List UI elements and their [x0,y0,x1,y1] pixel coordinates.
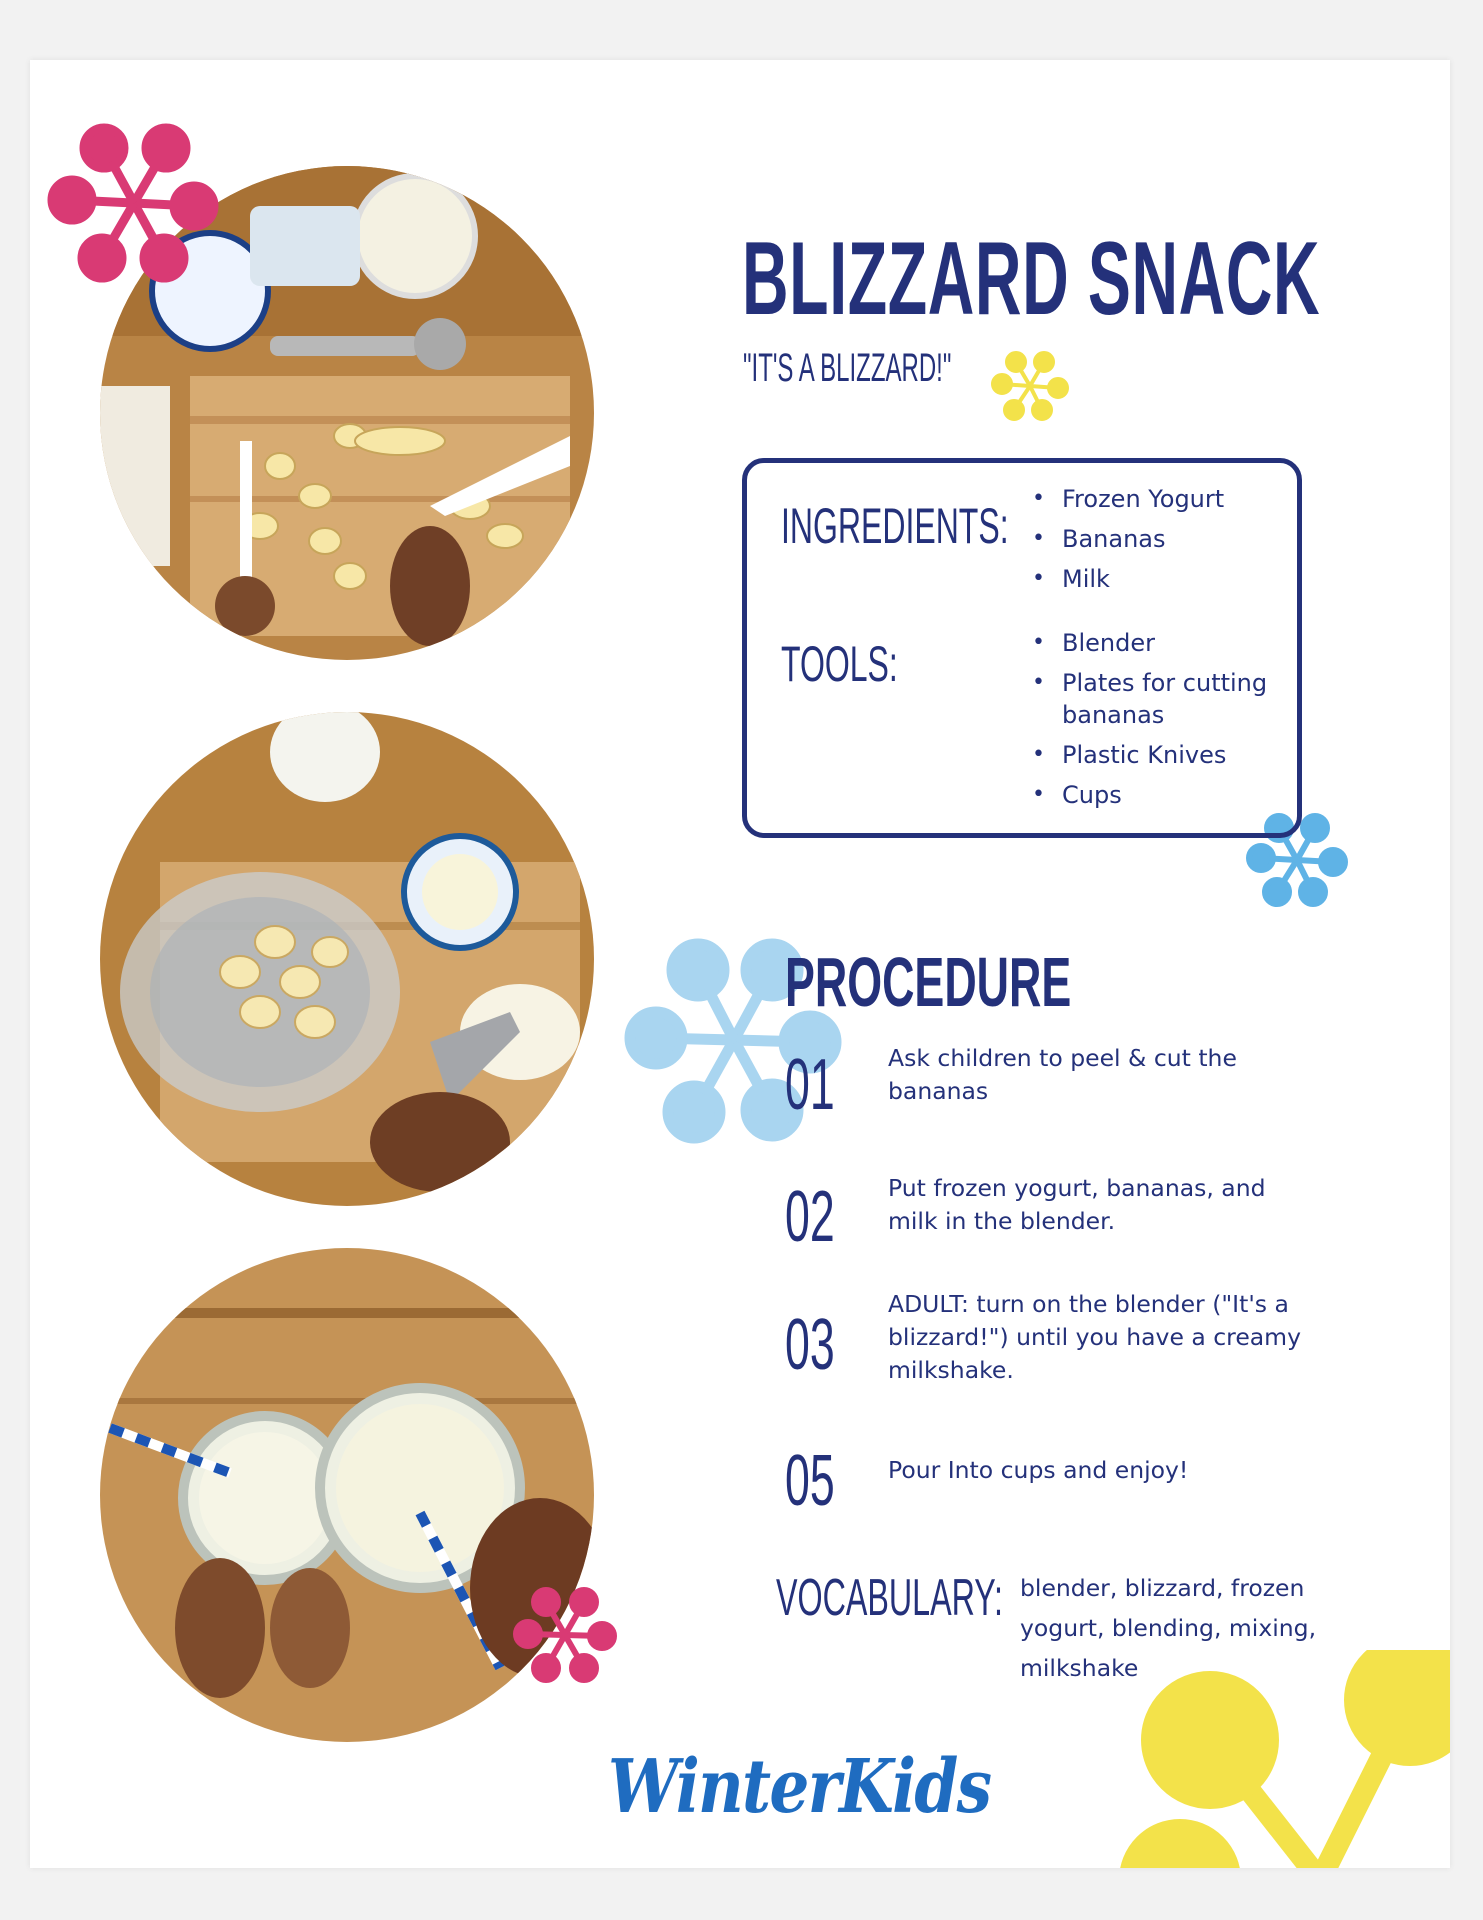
step-number: 03 [785,1305,835,1385]
ingredients-list [1032,483,1224,603]
page-title: BLIZZARD SNACK [742,221,1321,337]
winterkids-logo: WinterKids [608,1744,991,1830]
list-item: • Plates for cutting bananas [1032,667,1282,731]
step-number: 02 [785,1177,835,1257]
list-item: • Frozen Yogurt [1032,483,1224,515]
list-item: • Bananas [1032,523,1224,555]
vocabulary-text: blender, blizzard, frozen yogurt, blending, mixing, milkshake [1020,1574,1317,1682]
yellow-snowflake-icon [990,350,1070,422]
tools-label: TOOLS: [781,636,898,692]
step-number: 05 [785,1441,835,1521]
procedure-title: PROCEDURE [785,943,1072,1021]
ingredients-tools-box [742,458,1302,838]
step-text: Pour Into cups and enjoy! [888,1456,1189,1484]
recipe-page [30,60,1450,1868]
list-item: • Blender [1032,627,1282,659]
step-number: 01 [785,1045,835,1125]
vocabulary-label: VOCABULARY: [776,1569,1003,1627]
step-text: Put frozen yogurt, bananas, and milk in the blender. [888,1174,1266,1235]
photo-blender [100,712,594,1206]
step-text: ADULT: turn on the blender ("It's a blizzard!") until you have a creamy milkshake. [888,1290,1301,1384]
list-item: • Cups [1032,779,1282,811]
step-text: Ask children to peel & cut the bananas [888,1044,1237,1105]
tools-list [1032,627,1282,819]
ingredients-label: INGREDIENTS: [781,498,1009,554]
pink-snowflake-small-icon [510,1580,620,1690]
list-item: • Milk [1032,563,1224,595]
pink-snowflake-icon [44,118,224,288]
list-item: • Plastic Knives [1032,739,1282,771]
page-subtitle: "IT'S A BLIZZARD!" [743,346,952,390]
